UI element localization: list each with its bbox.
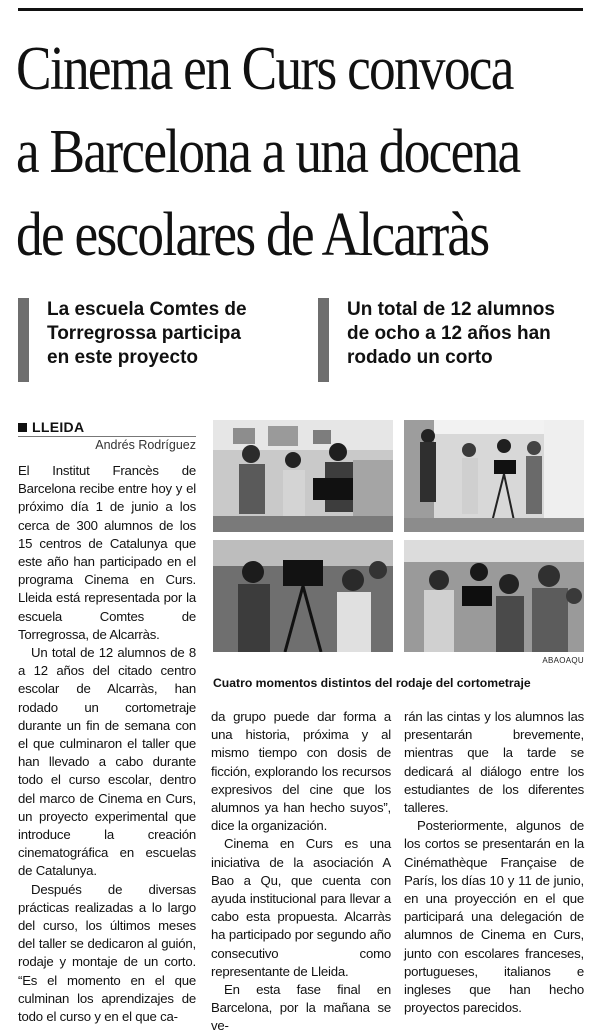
- headline: [16, 28, 520, 277]
- divider: [18, 436, 196, 437]
- headline-line: de escolares de Alcarràs: [16, 201, 489, 269]
- section-label: LLEIDA: [32, 419, 85, 435]
- photo-caption: Cuatro momentos distintos del rodaje del cortometraje: [213, 676, 531, 690]
- paragraph: Cinema en Curs es una iniciativa de la asociación A Bao a Qu, que cuenta con ayuda institucional para llevar a cabo esta propuesta. Alcarràs ha participado por segundo año consecutivo como representante de Lleida.: [211, 836, 391, 979]
- paragraph: Un total de 12 alumnos de 8 a 12 años del citado centro escolar de Alcarràs, han rodado un cortometraje durante un fin de semana con el que culminaron el taller que han llevado a cabo durante todo el curso escolar, dentro del marco de Cinema en Curs, un proyecto experimental que introduce la creación cinematográfica en escuelas de Catalunya.: [18, 645, 196, 879]
- paragraph: Después de diversas prácticas realizadas a lo largo del curso, los últimos meses del taller se dedicaron al guión, rodaje y montaje de un corto. “Es el momento en el que culminan los aprendizajes de todo el curso y en el que ca-: [18, 881, 196, 1025]
- subhead-line: rodado un corto: [347, 347, 493, 368]
- students-with-camera-photo: [213, 420, 393, 532]
- subhead-line: Un total de 12 alumnos: [347, 299, 555, 320]
- headline-line: Cinema en Curs convoca: [16, 35, 513, 103]
- paragraph: rán las cintas y los alumnos las presentarán brevemente, mientras que la tarde se dedicará al diálogo entre los estudiantes de los diferentes talleres.: [404, 709, 584, 816]
- body-column-2: [211, 708, 391, 1034]
- body-column-1: [18, 462, 196, 1025]
- film-crew-corridor-photo: [404, 420, 584, 532]
- body-column-3: [404, 708, 584, 1016]
- paragraph: En esta fase final en Barcelona, por la mañana se ve-: [211, 982, 391, 1034]
- subhead-line: en este proyecto: [47, 347, 198, 368]
- subhead-line: La escuela Comtes de: [47, 299, 247, 320]
- subhead-line: de ocho a 12 años han: [347, 323, 551, 344]
- photo-credit: ABAOAQU: [542, 656, 584, 665]
- byline: Andrés Rodríguez: [95, 438, 196, 452]
- headline-line: a Barcelona a una docena: [16, 118, 520, 186]
- top-rule: [18, 8, 583, 11]
- paragraph: da grupo puede dar forma a una historia, próxima y al mismo tiempo con dosis de ficción, explorando los recursos expresivos del cine que los alumnos ya han hecho suyos”, dice la organización.: [211, 709, 391, 834]
- group-filming-photo: [404, 540, 584, 652]
- paragraph: Posteriormente, algunos de los cortos se presentarán en la Cinémathèque Française de París, los días 10 y 11 de junio, en una proyección en el que participará una delegación de alumnos de Cinema en Curs, junto con escolares franceses, portugueses, italianos e ingleses que han hecho proyectos parecidos.: [404, 818, 584, 1016]
- paragraph: El Institut Francès de Barcelona recibe entre hoy y el próximo día 1 de junio a los cerca de 300 alumnos de los 15 centros de Catalunya que este año han participado en el programa Cinema en Curs. Lleida está representada por la escuela Comtes de Torregrossa, de Alcarràs.: [18, 463, 196, 642]
- section-tag: [18, 419, 84, 435]
- square-bullet-icon: [18, 423, 27, 432]
- girls-with-camera-photo: [213, 540, 393, 652]
- subhead-right: [318, 298, 603, 382]
- subhead-line: Torregrossa participa: [47, 323, 241, 344]
- subhead-left: [18, 298, 309, 382]
